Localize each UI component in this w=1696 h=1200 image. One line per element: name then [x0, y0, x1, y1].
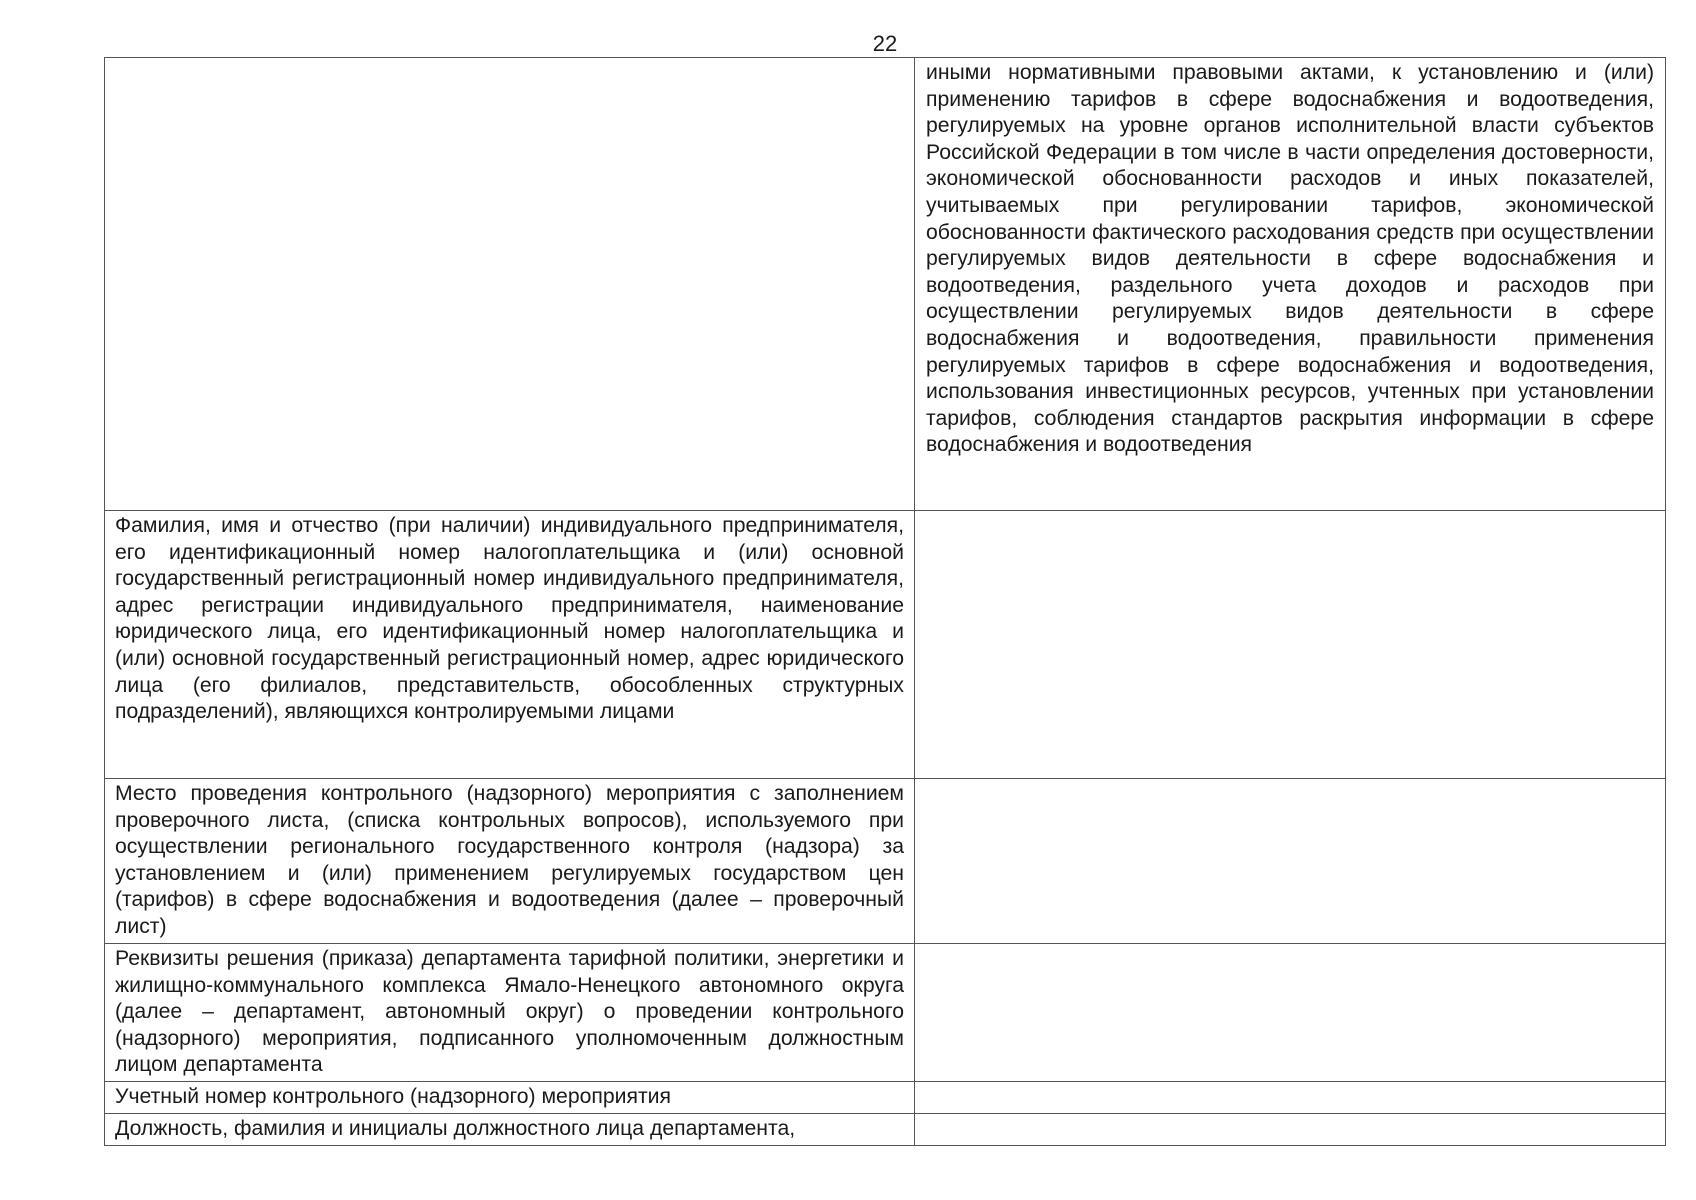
table-cell-right: [915, 58, 1666, 511]
cell-text: Фамилия, имя и отчество (при наличии) индивидуального предпринимателя, его идентификационный номер налогоплательщика и (или) основной государственный регистрационный номер индивидуального предпринимателя, адрес регистрации индивидуального предпринимателя, наименование юридического лица, его идентификационный номер налогоплательщика и (или) основной государственный регистрационный номер, адрес юридического лица (его филиалов, представительств, обособленных структурных подразделений), являющихся контролируемыми лицами: [115, 514, 904, 724]
cell-text: Реквизиты решения (приказа) департамента тарифной политики, энергетики и жилищно-коммунального комплекса Ямало-Ненецкого автономного округа (далее – департамент, автономный округ) о проведении контрольного (надзорного) мероприятия, подписанного уполномоченным должностным лицом департамента: [115, 947, 904, 1077]
table-row: [105, 779, 1666, 944]
table-row: [105, 1082, 1666, 1114]
page-number: 22: [872, 31, 898, 56]
table-cell-left: [105, 58, 915, 511]
table-cell-right: [915, 779, 1666, 944]
table-row: [105, 511, 1666, 779]
table-cell-left: [105, 944, 915, 1082]
cell-text: Место проведения контрольного (надзорного) мероприятия с заполнением проверочного листа, (списка контрольных вопросов), используемого при осуществлении регионального государственного контроля (надзора) за установлением и (или) применением регулируемых государством цен (тарифов) в сфере водоснабжения и водоотведения (далее – проверочный лист): [115, 782, 904, 938]
table-cell-right: [915, 1114, 1666, 1146]
table-cell-right: [915, 511, 1666, 779]
table-cell-right: [915, 944, 1666, 1082]
cell-text: Должность, фамилия и инициалы должностного лица департамента,: [115, 1117, 796, 1140]
table-cell-left: [105, 779, 915, 944]
table-cell-left: [105, 511, 915, 779]
checklist-table: [104, 57, 1666, 1146]
table-row: [105, 1114, 1666, 1146]
table-cell-left: [105, 1114, 915, 1146]
table-cell-left: [105, 1082, 915, 1114]
table-row: [105, 58, 1666, 511]
cell-text: Учетный номер контрольного (надзорного) мероприятия: [115, 1085, 671, 1108]
table-cell-right: [915, 1082, 1666, 1114]
table-row: [105, 944, 1666, 1082]
cell-text: иными нормативными правовыми актами, к установлению и (или) применению тарифов в сфере водоснабжения и водоотведения, регулируемых на уровне органов исполнительной власти субъектов Российской Федерации в том числе в части определения достоверности, экономической обоснованности расходов и иных показателей, учитываемых при регулировании тарифов, экономической обоснованности фактического расходования средств при осуществлении регулируемых видов деятельности в сфере водоснабжения и водоотведения, раздельного учета доходов и расходов при осуществлении регулируемых видов деятельности в сфере водоснабжения и водоотведения, правильности применения регулируемых тарифов в сфере водоснабжения и водоотведения, использования инвестиционных ресурсов, учтенных при установлении тарифов, соблюдения стандартов раскрытия информации в сфере водоснабжения и водоотведения: [926, 61, 1654, 457]
